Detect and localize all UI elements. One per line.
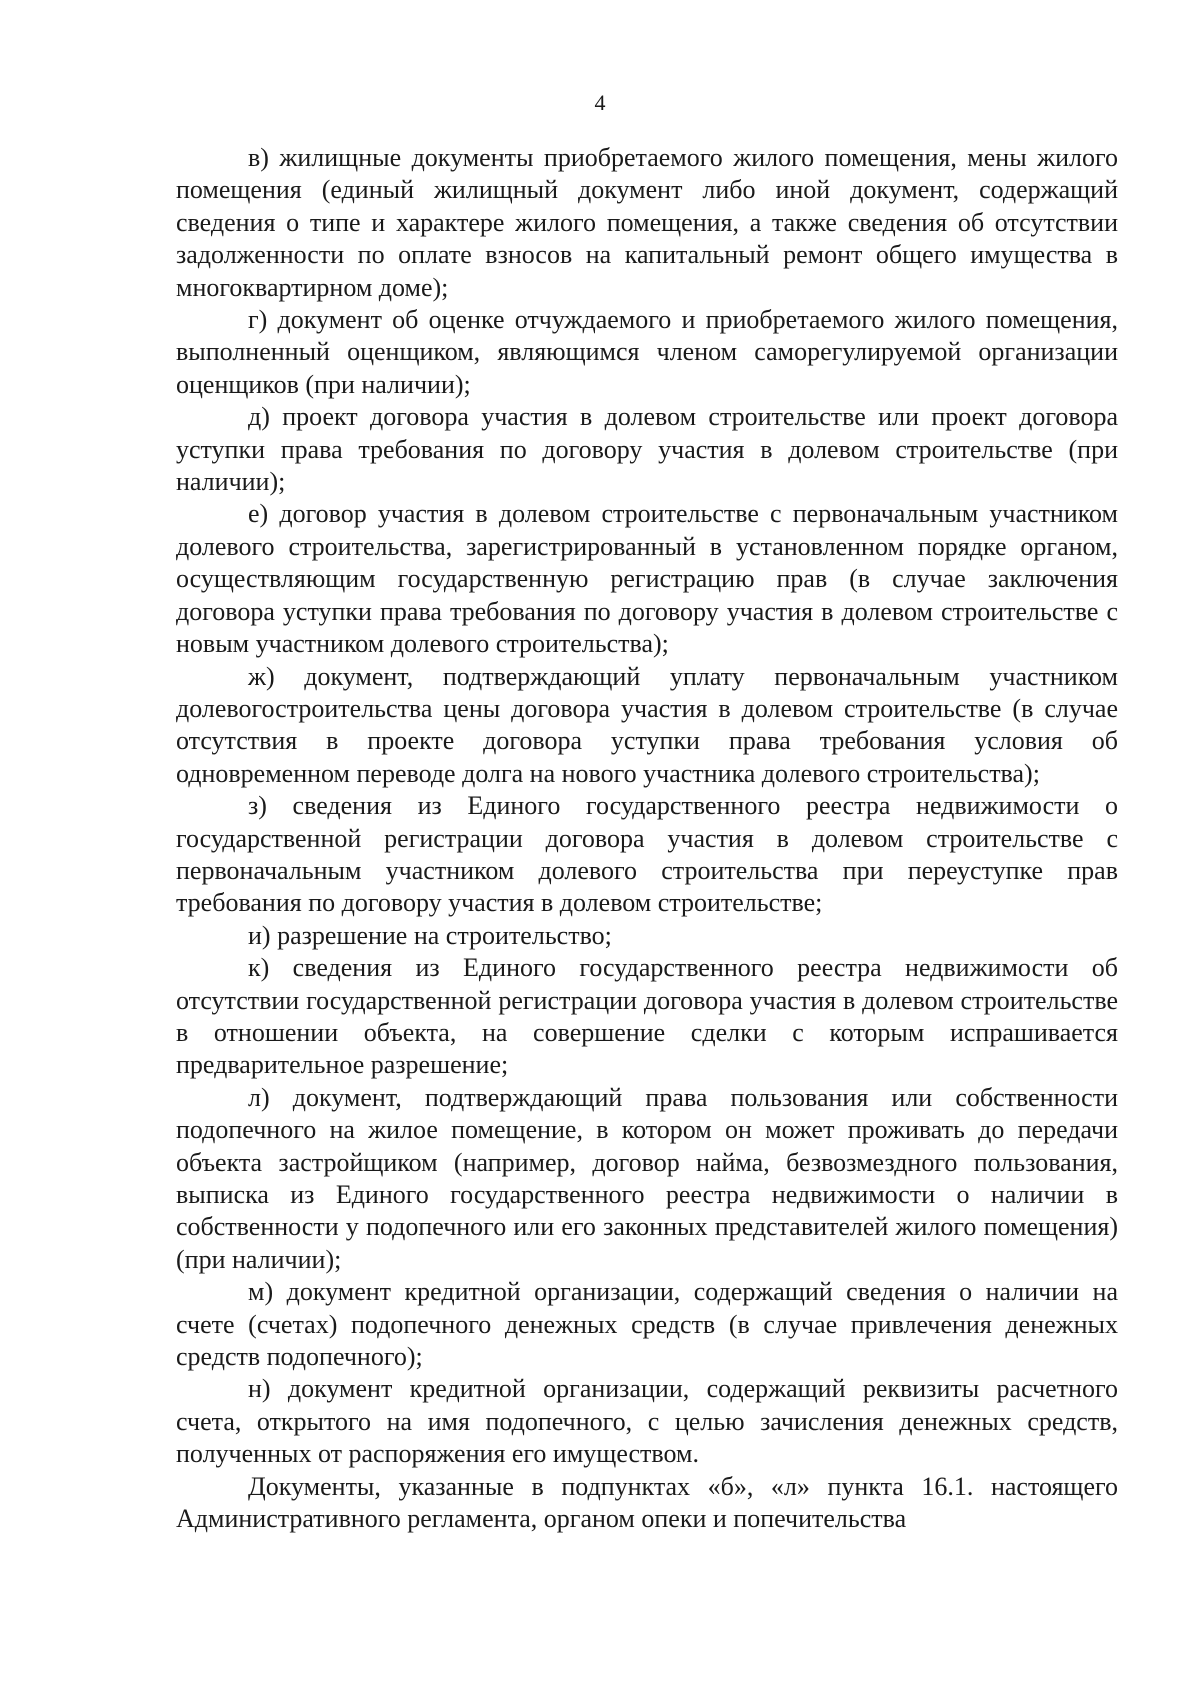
paragraph-item-e: е) договор участия в долевом строительстве с первоначальным участником долевого строительства, зарегистрированный в установленном порядке органом, осуществляющим государственную регистрацию прав (в случае заключения договора уступки права требования по договору участия в долевом строительстве с новым участником долевого строительства); [176,499,1118,659]
paragraph-item-i: и) разрешение на строительство; [248,920,612,950]
paragraph-item-g: г) документ об оценке отчуждаемого и приобретаемого жилого помещения, выполненный оценщиком, являющимся членом саморегулируемой организации оценщиков (при наличии); [176,305,1118,399]
paragraph-documents: Документы, указанные в подпунктах «б», «л» пункта 16.1. настоящего Административного регламента, органом опеки и попечительства [176,1471,1118,1534]
paragraph-item-d: д) проект договора участия в долевом строительстве или проект договора уступки права требования по договору участия в долевом строительстве (при наличии); [176,402,1118,497]
paragraph-item-k: к) сведения из Единого государственного реестра недвижимости об отсутствии государственной регистрации договора участия в долевом строительстве в отношении объекта, на совершение сделки с которым испрашивается предварительное разрешение; [176,953,1118,1080]
document-body [176,142,1118,1535]
paragraph-item-m: м) документ кредитной организации, содержащий сведения о наличии на счете (счетах) подопечного денежных средств (в случае привлечения денежных средств подопечного); [176,1277,1118,1372]
paragraph-item-zh: ж) документ, подтверждающий уплату первоначальным участником долевогостроительства цены договора участия в долевом строительстве (в случае отсутствия в проекте договора уступки права требования условия об одновременном переводе долга на нового участника долевого строительства); [176,661,1118,788]
paragraph-item-z: з) сведения из Единого государственного реестра недвижимости о государственной регистрации договора участия в долевом строительстве с первоначальным участником долевого строительства при переуступке прав требования по договору участия в долевом строительстве; [176,791,1118,918]
page-number: 4 [594,90,606,115]
paragraph-item-v: в) жилищные документы приобретаемого жилого помещения, мены жилого помещения (единый жилищный документ либо иной документ, содержащий сведения о типе и характере жилого помещения, а также сведения об отсутствии задолженности по оплате взносов на капитальный ремонт общего имущества в многоквартирном доме); [176,143,1118,302]
paragraph-item-n: н) документ кредитной организации, содержащий реквизиты расчетного счета, открытого на имя подопечного, с целью зачисления денежных средств, полученных от распоряжения его имуществом. [176,1374,1118,1469]
paragraph-item-l: л) документ, подтверждающий права пользования или собственности подопечного на жилое помещение, в котором он может проживать до передачи объекта застройщиком (например, договор найма, безвозмездного пользования, выписка из Единого государственного реестра недвижимости о наличии в собственности у подопечного или его законных представителей жилого помещения) (при наличии); [176,1082,1118,1274]
